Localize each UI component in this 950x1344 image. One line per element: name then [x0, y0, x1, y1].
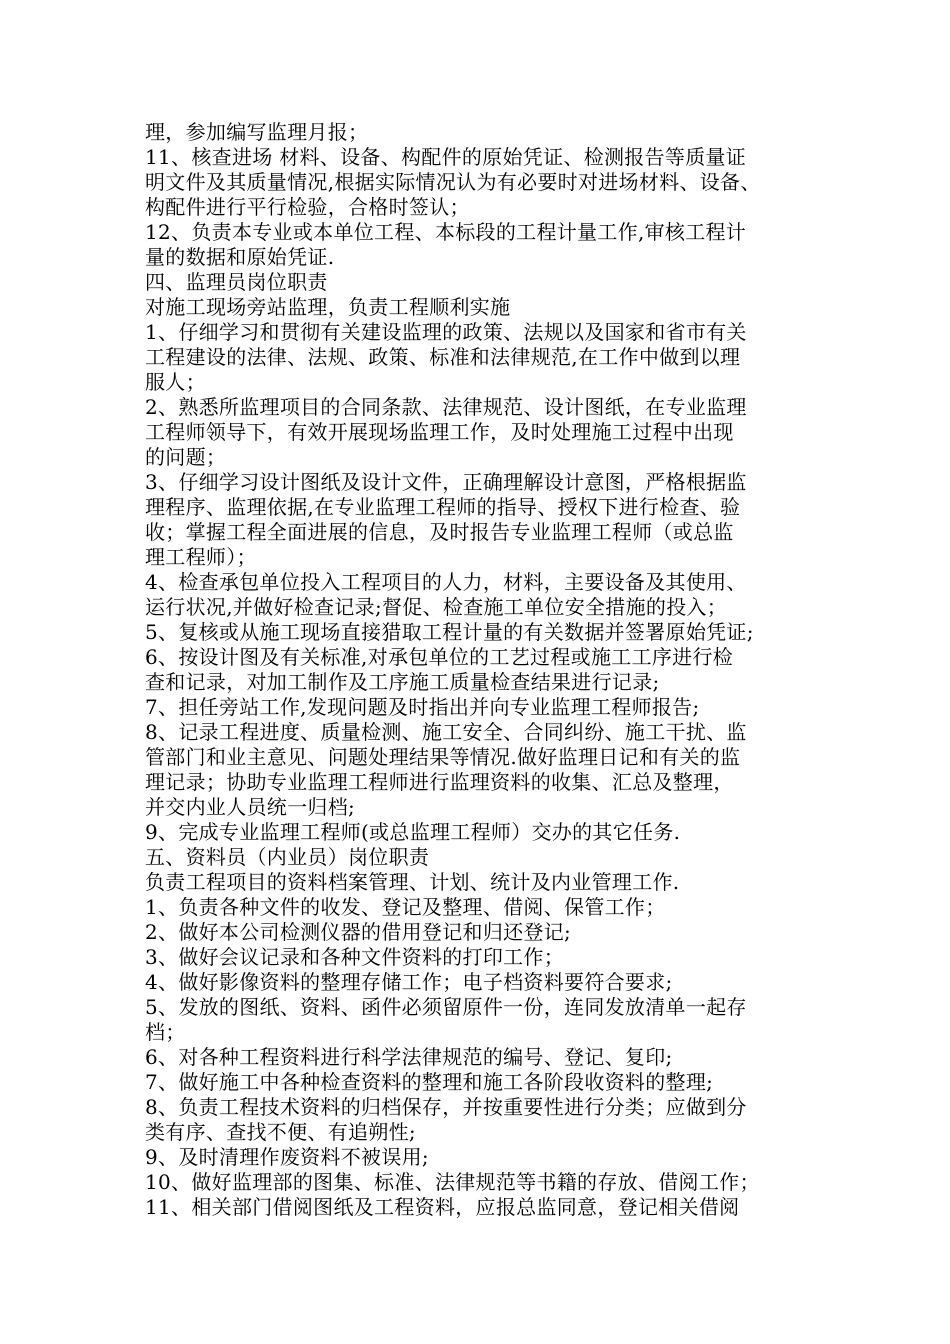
- text-line: 1、负责各种文件的收发、登记及整理、借阅、保管工作；: [145, 895, 666, 919]
- text-line: 明文件及其质量情况,根据实际情况认为有必要时对进场材料、设备、: [145, 170, 761, 194]
- text-line: 11、相关部门借阅图纸及工程资料，应报总监同意，登记相关借阅: [145, 1195, 740, 1219]
- text-line: 9、及时清理作废资料不被误用;: [145, 1145, 429, 1169]
- text-line: 服人；: [145, 370, 206, 394]
- text-line: 构配件进行平行检验，合格时签认；: [145, 195, 470, 219]
- text-line: 运行状况,并做好检查记录;督促、检查施工单位安全措施的投入；: [145, 595, 728, 619]
- text-line: 并交内业人员统一归档;: [145, 795, 356, 819]
- text-line: 查和记录，对加工制作及工序施工质量检查结果进行记录;: [145, 670, 660, 694]
- text-line: 5、复核或从施工现场直接猎取工程计量的有关数据并签署原始凭证;: [145, 620, 754, 644]
- text-line: 8、负责工程技术资料的归档保存，并按重要性进行分类；应做到分: [145, 1095, 747, 1119]
- text-line: 对施工现场旁站监理，负责工程顺利实施: [145, 295, 511, 319]
- text-line: 工程建设的法律、法规、政策、标准和法律规范,在工作中做到以理: [145, 345, 741, 369]
- text-line: 量的数据和原始凭证.: [145, 245, 335, 269]
- text-line: 7、做好施工中各种检查资料的整理和施工各阶段收资料的整理;: [145, 1070, 714, 1094]
- text-line: 2、熟悉所监理项目的合同条款、法律规范、设计图纸，在专业监理: [145, 395, 747, 419]
- text-line: 负责工程项目的资料档案管理、计划、统计及内业管理工作.: [145, 870, 680, 894]
- text-line: 8、记录工程进度、质量检测、施工安全、合同纠纷、施工干扰、监: [145, 720, 747, 744]
- text-line: 10、做好监理部的图集、标准、法律规范等书籍的存放、借阅工作；: [145, 1170, 760, 1194]
- text-line: 4、做好影像资料的整理存储工作；电子档资料要符合要求;: [145, 970, 673, 994]
- text-line: 四、监理员岗位职责: [145, 270, 328, 294]
- text-line: 6、按设计图及有关标准,对承包单位的工艺过程或施工工序进行检: [145, 645, 734, 669]
- document-body: [145, 120, 821, 1220]
- text-line: 理记录；协助专业监理工程师进行监理资料的收集、汇总及整理，: [145, 770, 734, 794]
- text-line: 12、负责本专业或本单位工程、本标段的工程计量工作,审核工程计: [145, 220, 747, 244]
- text-line: 的问题；: [145, 445, 227, 469]
- text-line: 管部门和业主意见、问题处理结果等情况.做好监理日记和有关的监: [145, 745, 741, 769]
- text-line: 11、核查进场 材料、设备、构配件的原始凭证、检测报告等质量证: [145, 145, 747, 169]
- text-line: 4、检查承包单位投入工程项目的人力，材料，主要设备及其使用、: [145, 570, 747, 594]
- text-line: 9、完成专业监理工程师(或总监理工程师）交办的其它任务.: [145, 820, 681, 844]
- text-line: 类有序、查找不便、有追朔性;: [145, 1120, 416, 1144]
- text-line: 五、资料员（内业员）岗位职责: [145, 845, 430, 869]
- text-line: 2、做好本公司检测仪器的借用登记和归还登记;: [145, 920, 572, 944]
- text-line: 1、仔细学习和贯彻有关建设监理的政策、法规以及国家和省市有关: [145, 320, 747, 344]
- text-line: 工程师领导下，有效开展现场监理工作，及时处理施工过程中出现: [145, 420, 734, 444]
- text-line: 理工程师）；: [145, 545, 257, 569]
- text-line: 理，参加编写监理月报；: [145, 120, 369, 144]
- text-line: 理程序、监理依据,在专业监理工程师的指导、授权下进行检查、验: [145, 495, 741, 519]
- text-line: 3、仔细学习设计图纸及设计文件，正确理解设计意图，严格根据监: [145, 470, 747, 494]
- text-line: 7、担任旁站工作,发现问题及时指出并向专业监理工程师报告;: [145, 695, 700, 719]
- text-line: 6、对各种工程资料进行科学法律规范的编号、登记、复印;: [145, 1045, 673, 1069]
- text-line: 收；掌握工程全面进展的信息，及时报告专业监理工程师（或总监: [145, 520, 734, 544]
- text-line: 档；: [145, 1020, 186, 1044]
- text-line: 5、发放的图纸、资料、函件必须留原件一份，连同发放清单一起存: [145, 995, 747, 1019]
- text-line: 3、做好会议记录和各种文件资料的打印工作；: [145, 945, 565, 969]
